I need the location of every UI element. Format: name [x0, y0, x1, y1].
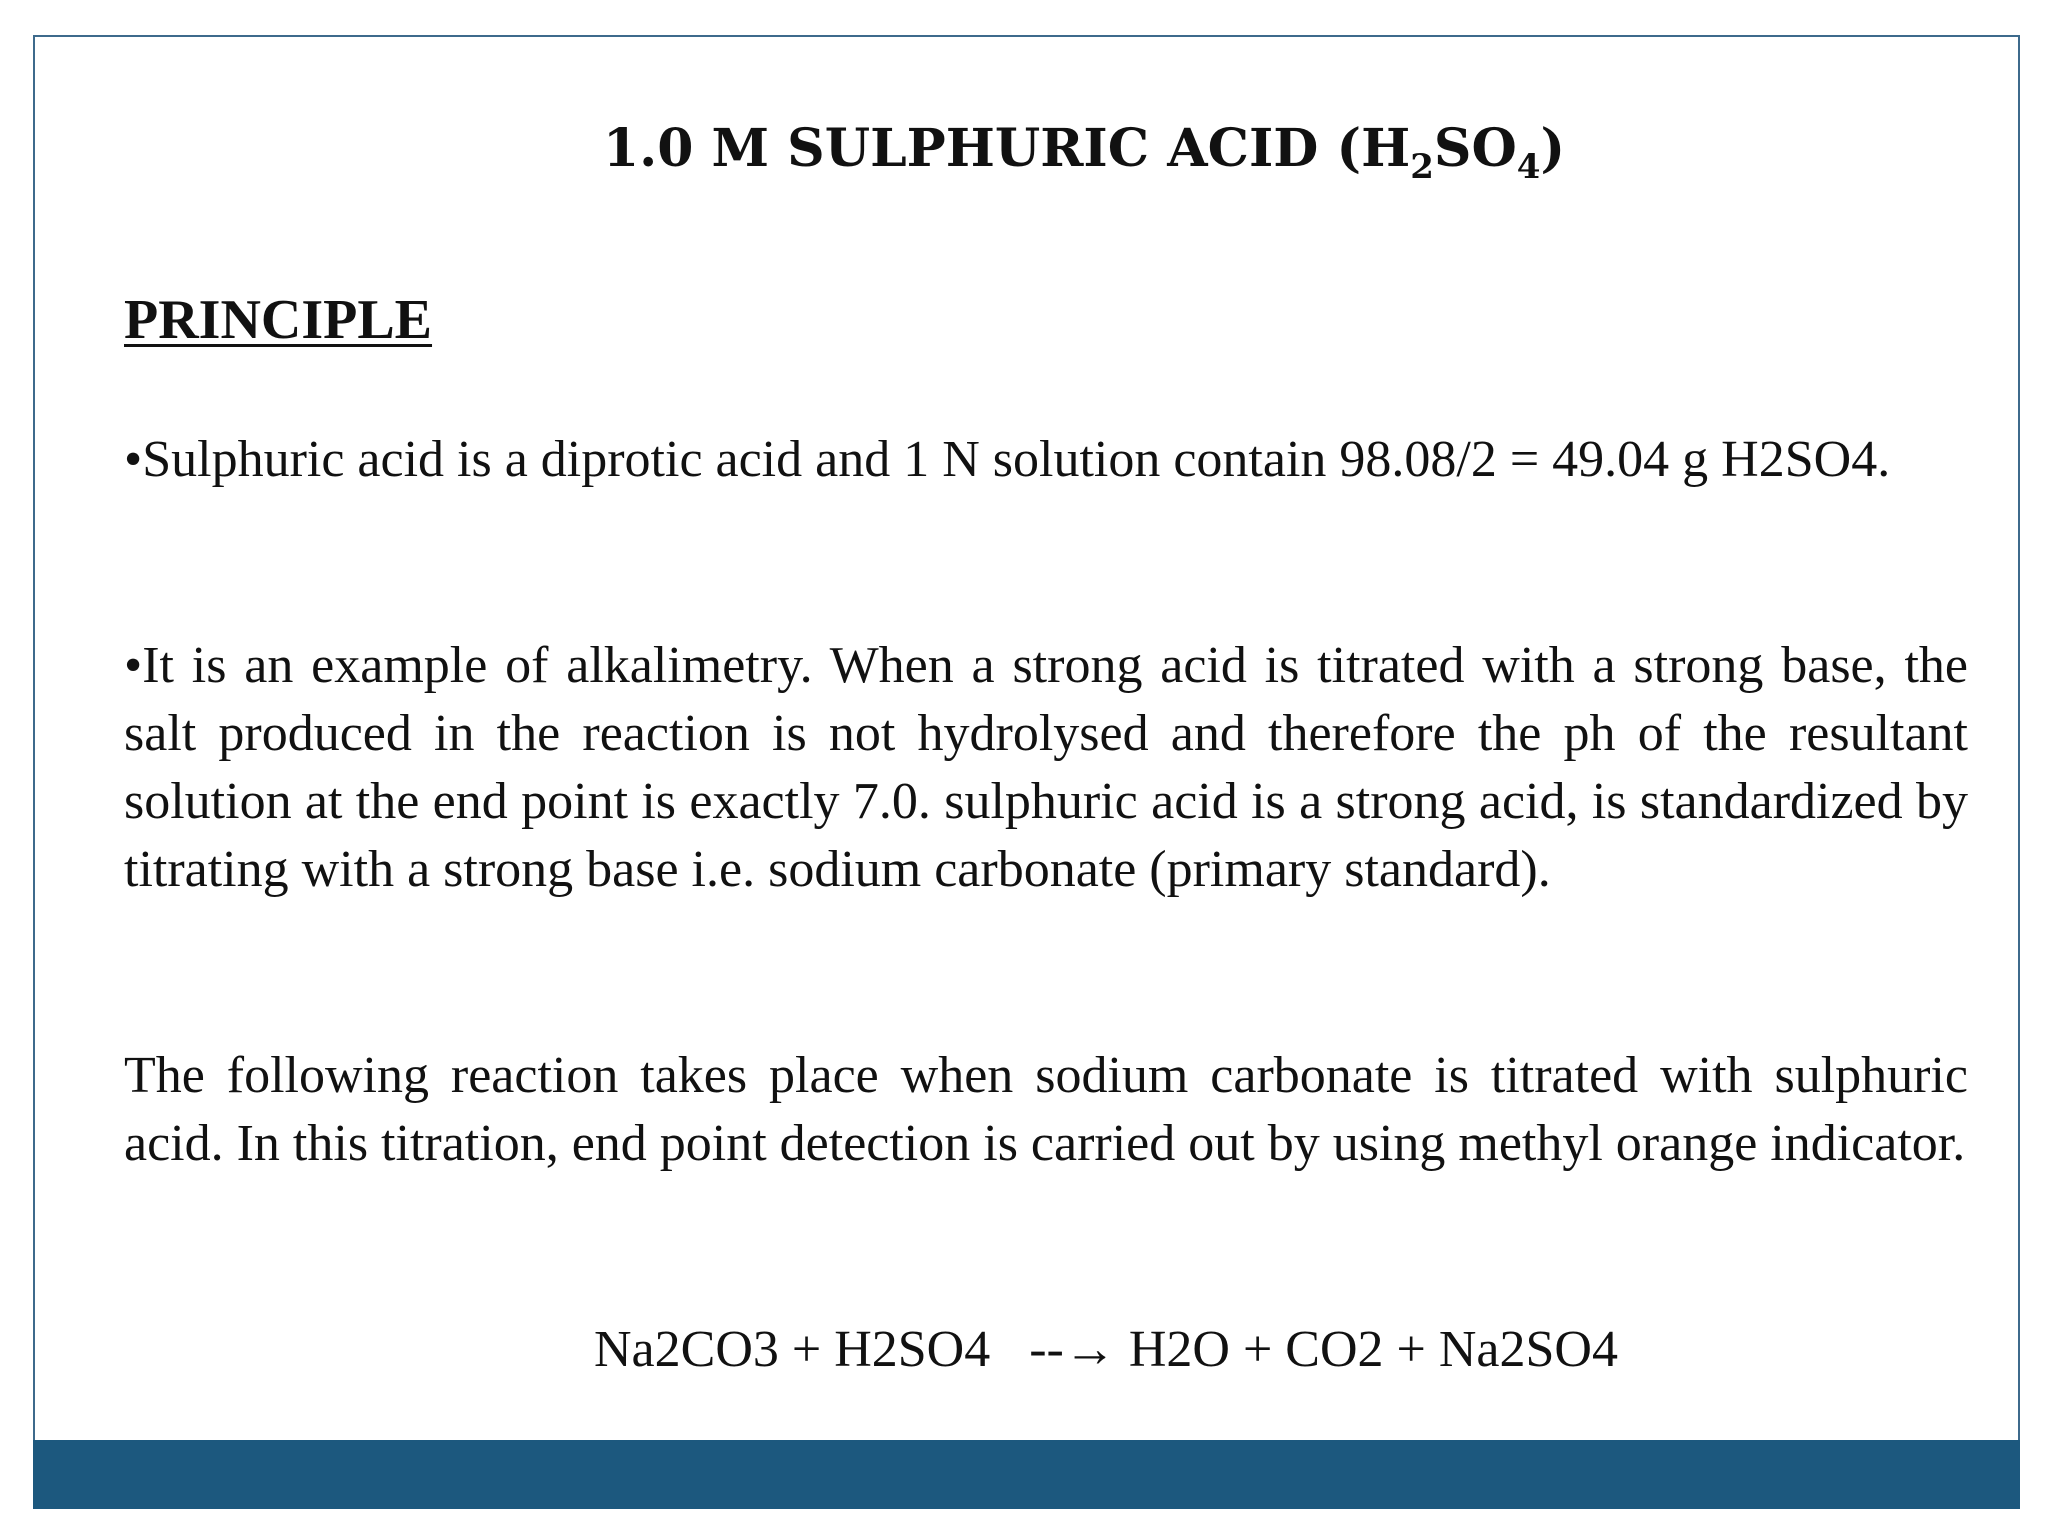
title-subscript-2: 2: [1410, 147, 1434, 187]
title-text-so: SO: [1433, 118, 1517, 179]
title-text: 1.0 M SULPHURIC ACID (H: [602, 118, 1411, 179]
paragraph-diprotic: •Sulphuric acid is a diprotic acid and 1 N solution contain 98.08/2 = 49.04 g H2SO4.: [124, 431, 1891, 488]
title-text-close: ): [1540, 118, 1566, 179]
reaction-equation: Na2CO3 + H2SO4 --→ H2O + CO2 + Na2SO4: [594, 1321, 1618, 1378]
title-subscript-4: 4: [1516, 147, 1541, 187]
paragraph-reaction: The following reaction takes place when sodium carbonate is titrated with sulphuric acid. In this titration, end point detection is carried out by using methyl orange indicator.: [124, 1047, 1968, 1172]
paragraph-alkalimetry: •It is an example of alkalimetry. When a strong acid is titrated with a strong base, the salt produced in the reaction is not hydrolysed and therefore the ph of the resultant solution at the end point is exactly 7.0. sulphuric acid is a strong acid, is standardized by titrating with a strong base i.e. sodium carbonate (primary standard).: [124, 637, 1968, 898]
footer-bar: [33, 1440, 2020, 1509]
slide-title: [0, 118, 2048, 187]
section-heading: PRINCIPLE: [124, 289, 433, 351]
